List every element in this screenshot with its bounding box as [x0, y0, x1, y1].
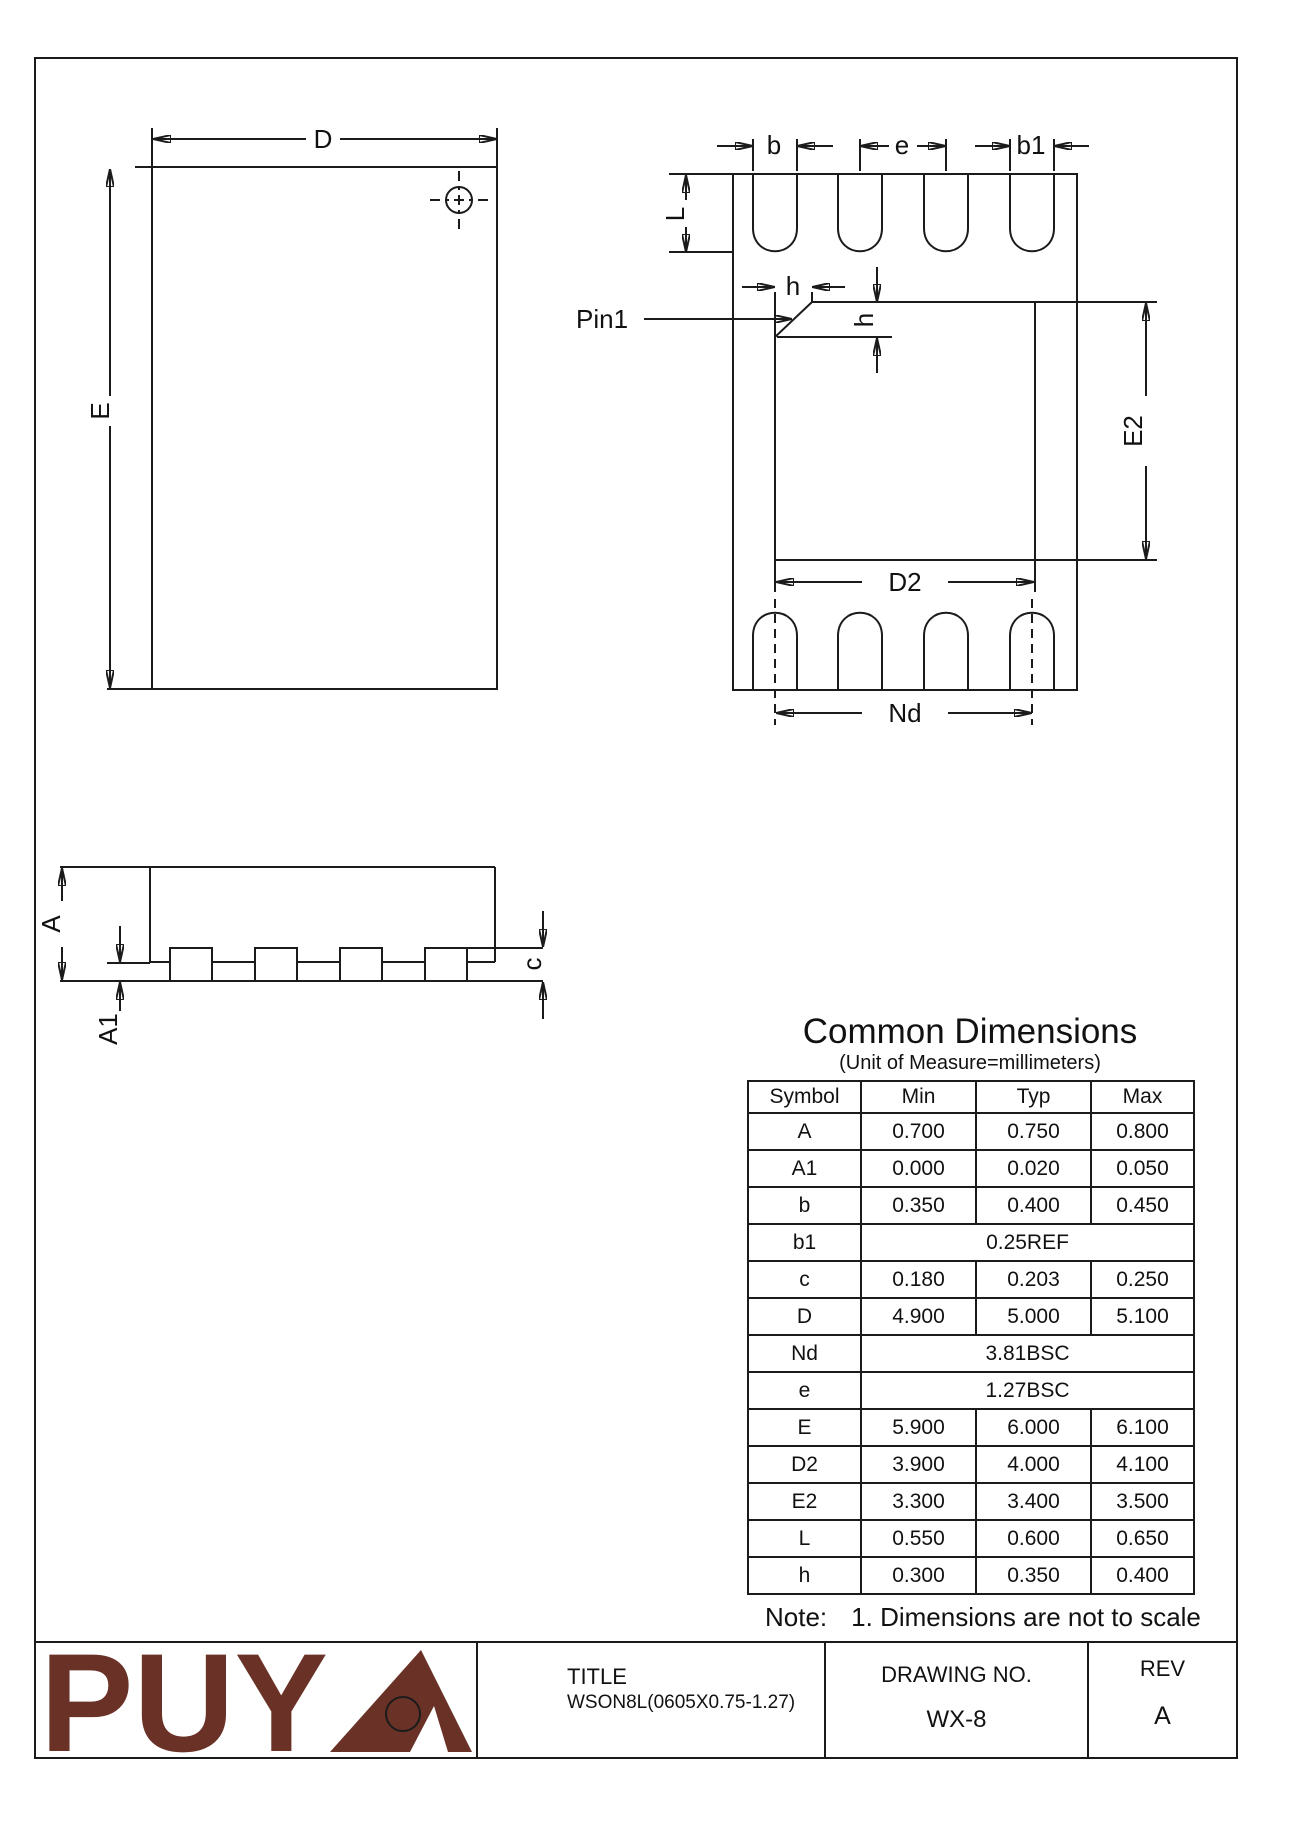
- puya-logo-a-triangle: [330, 1650, 472, 1752]
- table-subtitle: (Unit of Measure=millimeters): [839, 1052, 1101, 1074]
- drawing-no-value: WX-8: [926, 1706, 987, 1733]
- dim-E: [85, 170, 115, 687]
- pin1-callout: [576, 304, 791, 334]
- table-row: L 0.550 0.600 0.650: [748, 1520, 1194, 1557]
- note-label: Note:: [765, 1602, 828, 1632]
- dim-A: [36, 869, 66, 979]
- pin1-label: Pin1: [576, 304, 629, 334]
- dim-label-Nd: Nd: [888, 698, 922, 728]
- side-pad: [340, 948, 382, 981]
- col-header-min: Min: [861, 1081, 976, 1113]
- dim-label-e: e: [894, 130, 910, 160]
- table-row: A1 0.000 0.020 0.050: [748, 1150, 1194, 1187]
- bottom-view: [733, 174, 1077, 725]
- note: [765, 1602, 1201, 1633]
- dim-label-A: A: [36, 915, 66, 933]
- table-row: e 1.27BSC: [748, 1372, 1194, 1409]
- table-row: h 0.300 0.350 0.400: [748, 1557, 1194, 1594]
- top-pad: [838, 174, 882, 251]
- title-value: WSON8L(0605X0.75-1.27): [567, 1692, 796, 1713]
- side-pad: [255, 948, 297, 981]
- table-row: E2 3.300 3.400 3.500: [748, 1483, 1194, 1520]
- dim-e: [860, 130, 946, 171]
- top-pad: [924, 174, 968, 251]
- thermal-pad: [775, 302, 1035, 560]
- puya-logo-letters: PUY: [40, 1624, 328, 1781]
- dim-h-horizontal: [742, 271, 845, 337]
- dim-L: [660, 174, 733, 252]
- table-header-row: [748, 1081, 1194, 1113]
- dim-Nd: [777, 698, 1031, 728]
- dim-D: [152, 124, 497, 167]
- table-row: A 0.700 0.750 0.800: [748, 1113, 1194, 1150]
- col-header-symbol: Symbol: [748, 1081, 861, 1113]
- dim-label-D2: D2: [888, 567, 922, 597]
- dim-label-c: c: [517, 957, 547, 971]
- col-header-typ: Typ: [976, 1081, 1091, 1113]
- table-title: Common Dimensions: [802, 1012, 1138, 1051]
- side-pad: [170, 948, 212, 981]
- dim-label-E2: E2: [1118, 415, 1148, 447]
- table-row: D 4.900 5.000 5.100: [748, 1298, 1194, 1335]
- dim-label-b1: b1: [1016, 130, 1046, 160]
- table-row: b 0.350 0.400 0.450: [748, 1187, 1194, 1224]
- table-row: Nd 3.81BSC: [748, 1335, 1194, 1372]
- dim-A1: [93, 926, 123, 1045]
- col-header-max: Max: [1091, 1081, 1194, 1113]
- rev-value: A: [1154, 1702, 1171, 1730]
- top-pad: [1010, 174, 1054, 251]
- bottom-pad: [924, 613, 968, 690]
- dim-label-E: E: [85, 402, 115, 420]
- table-row: D2 3.900 4.000 4.100: [748, 1446, 1194, 1483]
- dim-label-b: b: [766, 130, 782, 160]
- dim-label-L: L: [660, 206, 690, 222]
- table-row: E 5.900 6.000 6.100: [748, 1409, 1194, 1446]
- top-pad: [753, 174, 797, 251]
- dim-label-D: D: [313, 124, 333, 154]
- top-view: [107, 167, 497, 689]
- side-pad: [425, 948, 467, 981]
- bottom-pad: [838, 613, 882, 690]
- note-text: 1. Dimensions are not to scale: [851, 1602, 1201, 1632]
- common-dimensions-table: [747, 1080, 1195, 1595]
- dim-b: [717, 130, 833, 171]
- drawing-no-label: DRAWING NO.: [881, 1662, 1032, 1687]
- dim-c: [517, 911, 547, 1019]
- side-view: [60, 867, 543, 981]
- dim-label-h: h: [785, 271, 801, 301]
- title-label: TITLE: [567, 1664, 627, 1689]
- table-row: b1 0.25REF: [748, 1224, 1194, 1261]
- dim-b1: [975, 130, 1089, 171]
- dim-label-h2: h: [849, 312, 879, 328]
- rev-label: REV: [1139, 1656, 1186, 1681]
- table-row: c 0.180 0.203 0.250: [748, 1261, 1194, 1298]
- dim-label-A1: A1: [93, 1013, 123, 1045]
- dim-E2: [1035, 302, 1157, 560]
- dim-D2: [775, 560, 1035, 597]
